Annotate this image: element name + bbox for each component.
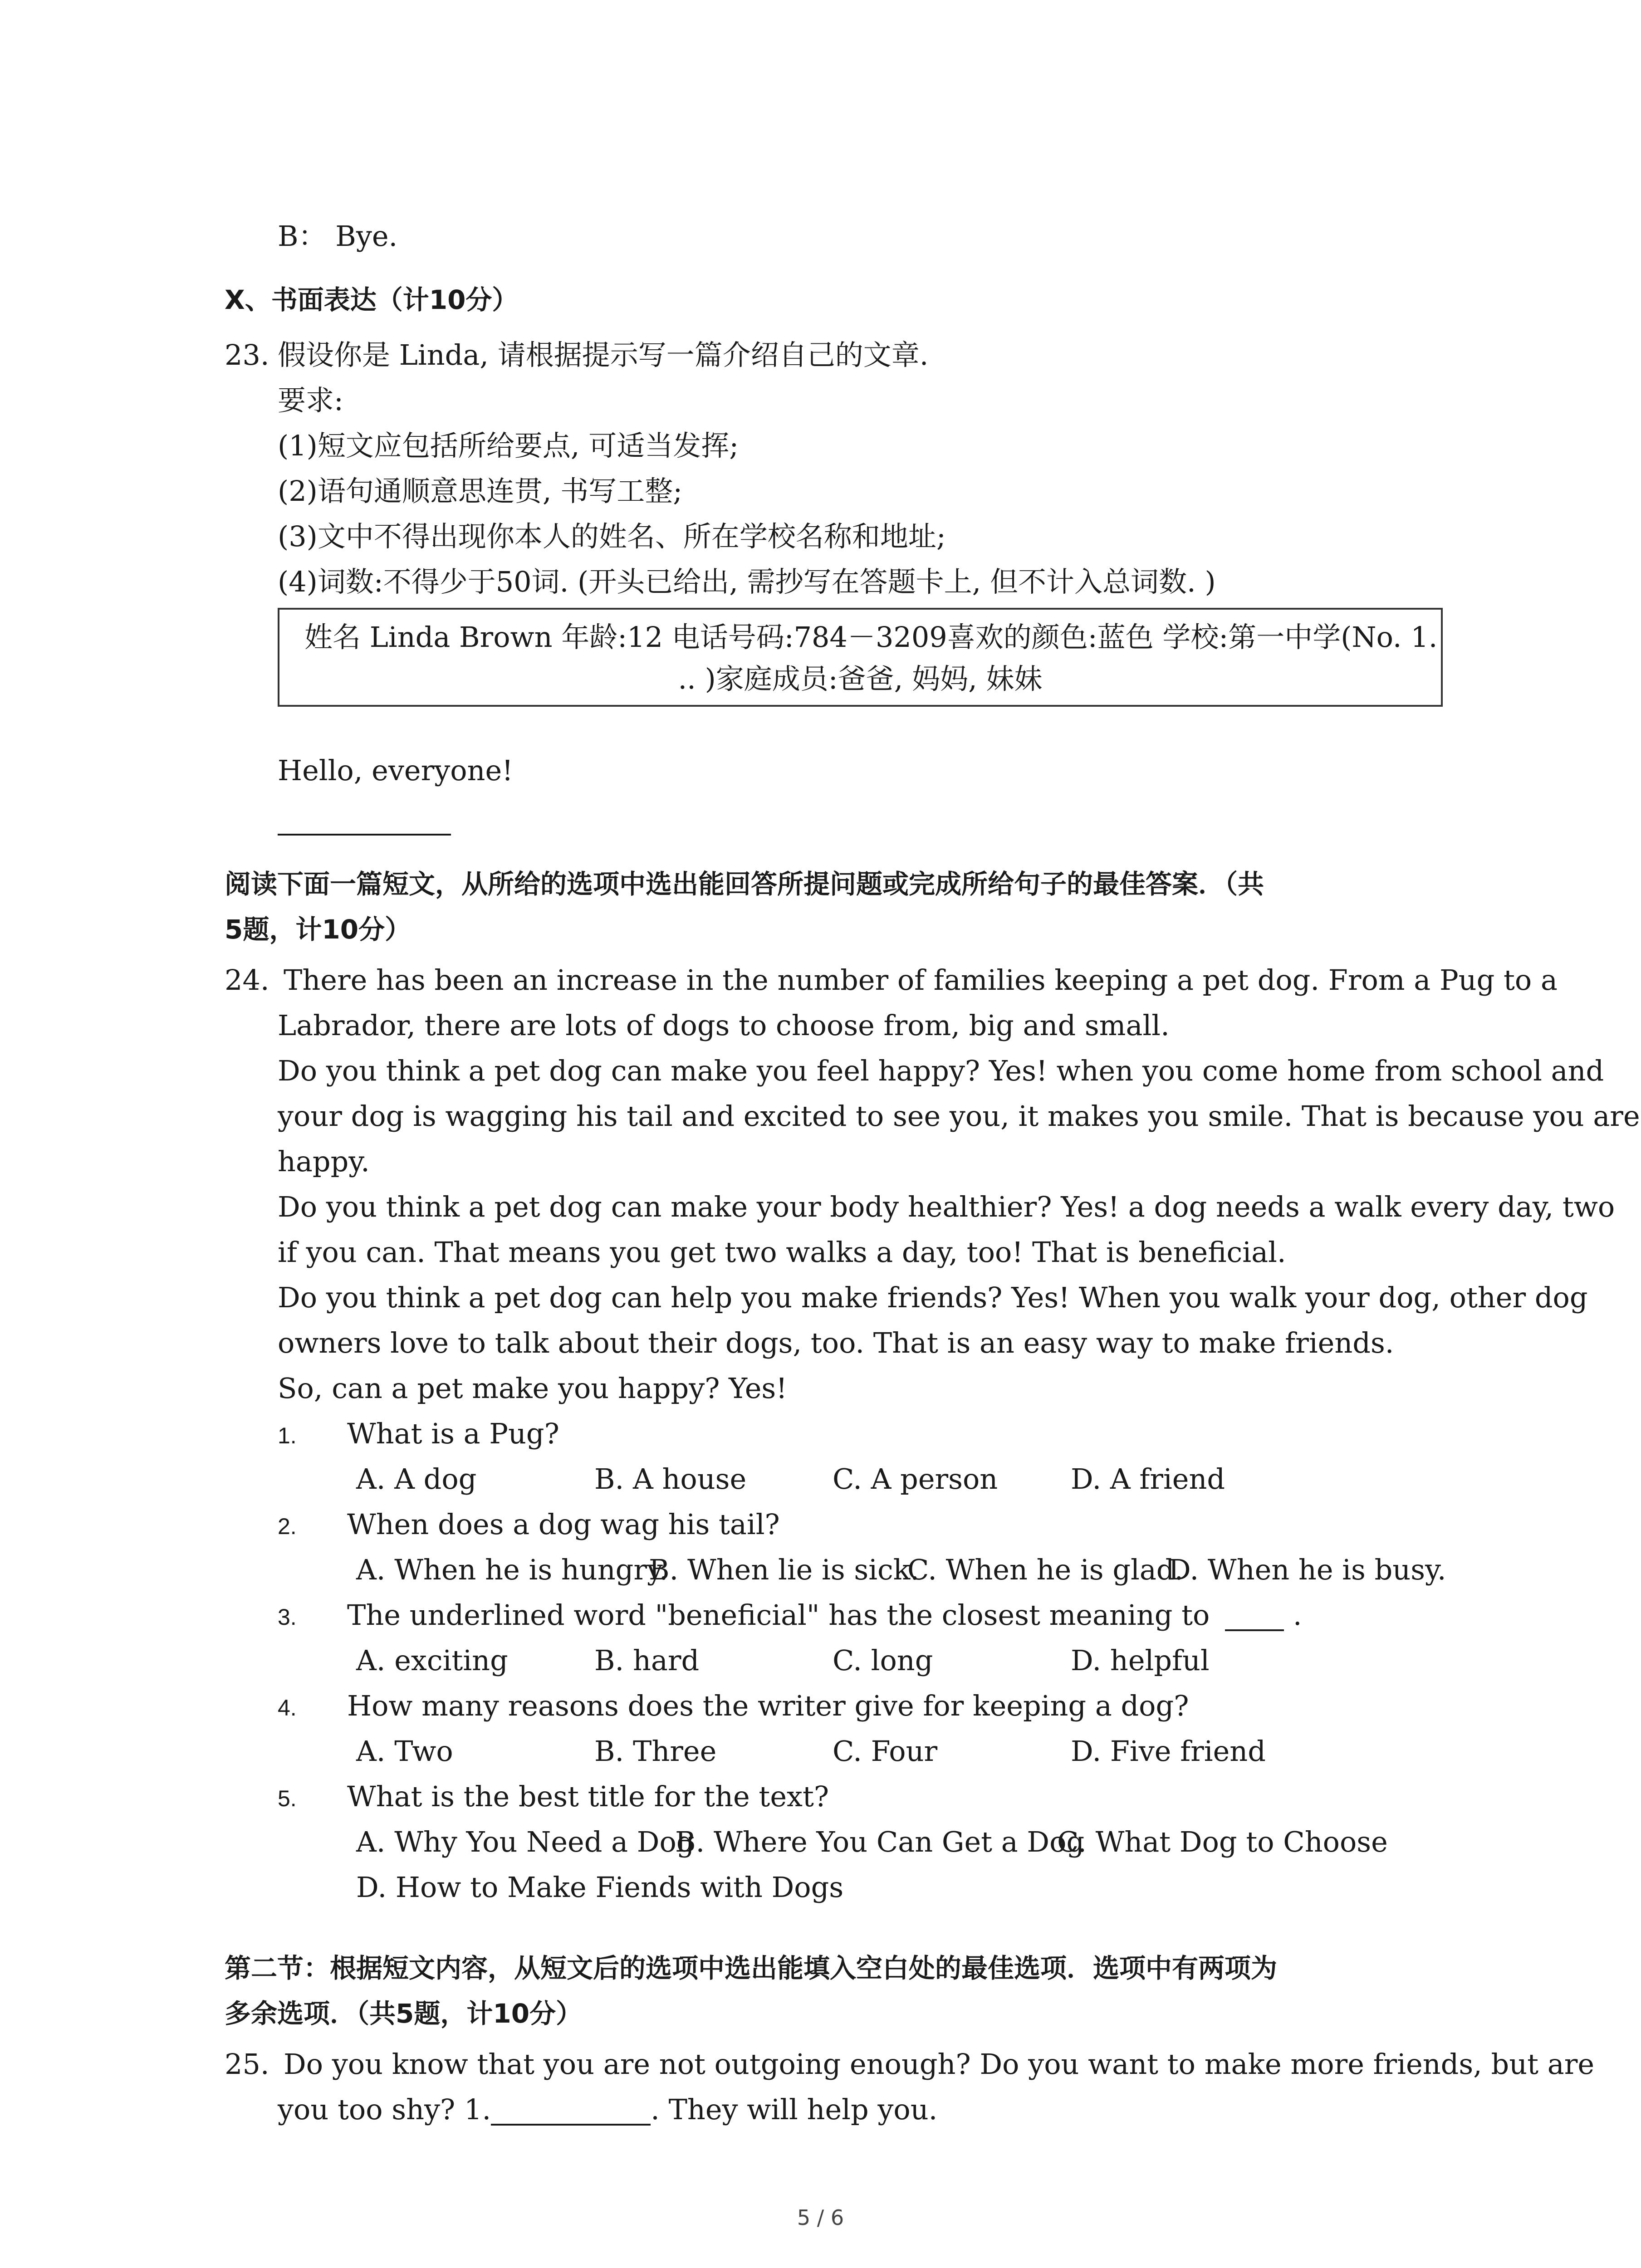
section-heading-reading: 阅读下面一篇短文，从所给的选项中选出能回答所提问题或完成所给句子的最佳答案．（共 — [225, 869, 1264, 899]
passage-line: Do you think a pet dog can make you feel happy? Yes! when you come home from school and — [278, 1054, 1604, 1087]
passage-line — [278, 2093, 938, 2126]
option-a[interactable]: A. When he is hungry. — [356, 1553, 668, 1586]
requirement-item: (1)短文应包括所给要点, 可适当发挥; — [278, 429, 739, 462]
option-c[interactable]: C. What Dog to Choose — [1057, 1825, 1388, 1858]
answer-blank — [1225, 1601, 1284, 1631]
section-heading-cloze-cont: 多余选项．（共5题，计10分） — [225, 1998, 583, 2029]
option-c[interactable]: C. Four — [833, 1735, 938, 1768]
section-heading-writing: X、书面表达（计10分） — [225, 284, 519, 315]
passage-text: . They will help you. — [651, 2093, 938, 2126]
info-box-line: 姓名 Linda Brown 年龄:12 电话号码:784－3209喜欢的颜色:蓝色 学校:第一中学(No. 1. — [304, 621, 1438, 654]
option-b[interactable]: B. Where You Can Get a Dog — [675, 1825, 1085, 1858]
option-a[interactable]: A. Why You Need a Dog — [356, 1825, 695, 1858]
info-box-line: .. )家庭成员:爸爸, 妈妈, 妹妹 — [678, 662, 1043, 695]
requirements-label: 要求: — [278, 384, 343, 417]
passage-line: if you can. That means you get two walks a day, too! That is beneficial. — [278, 1236, 1286, 1269]
option-d[interactable]: D. helpful — [1071, 1644, 1210, 1677]
passage-line: your dog is wagging his tail and excited to see you, it makes you smile. That is because you are — [278, 1100, 1640, 1133]
page-number: 5 / 6 — [797, 2205, 844, 2230]
passage-line: happy. — [278, 1145, 370, 1178]
question-number: 23. — [225, 338, 269, 371]
subquestion-stem-text: The underlined word "beneficial" has the closest meaning to — [347, 1598, 1210, 1632]
option-b[interactable]: B. hard — [594, 1644, 700, 1677]
option-d[interactable]: D. A friend — [1071, 1462, 1225, 1496]
option-a[interactable]: A. A dog — [356, 1462, 477, 1496]
question-number: 24. — [225, 963, 269, 997]
option-b[interactable]: B. Three — [594, 1735, 717, 1768]
option-c[interactable]: C. long — [833, 1644, 933, 1677]
subquestion-stem: What is the best title for the text? — [347, 1780, 829, 1813]
requirement-item: (2)语句通顺意思连贯, 书写工整; — [278, 474, 683, 508]
option-d[interactable]: D. When he is busy. — [1168, 1553, 1446, 1586]
subquestion-stem — [347, 1598, 1302, 1632]
passage-line: There has been an increase in the number of families keeping a pet dog. From a Pug to a — [284, 963, 1558, 997]
option-c[interactable]: C. A person — [833, 1462, 998, 1496]
answer-blank — [491, 2096, 651, 2126]
requirement-item: (3)文中不得出现你本人的姓名、所在学校名称和地址; — [278, 520, 946, 553]
question-number: 25. — [225, 2048, 269, 2081]
option-b[interactable]: B. When lie is sick. — [649, 1553, 920, 1586]
section-heading-cloze: 第二节：根据短文内容，从短文后的选项中选出能填入空白处的最佳选项．选项中有两项为 — [225, 1953, 1278, 1984]
option-d[interactable]: D. Five friend — [1071, 1735, 1266, 1768]
passage-line: Do you think a pet dog can help you make friends? Yes! When you walk your dog, other dog — [278, 1281, 1588, 1314]
answer-blank — [278, 834, 451, 836]
option-a[interactable]: A. exciting — [356, 1644, 508, 1677]
passage-line: So, can a pet make you happy? Yes! — [278, 1372, 788, 1405]
passage-line: Labrador, there are lots of dogs to choose from, big and small. — [278, 1009, 1170, 1042]
option-d[interactable]: D. How to Make Fiends with Dogs — [356, 1871, 844, 1904]
subquestion-number: 5. — [278, 1786, 297, 1811]
option-c[interactable]: C. When he is glad. — [907, 1553, 1184, 1586]
passage-text: you too shy? 1. — [278, 2093, 491, 2126]
essay-opening: Hello, everyone! — [278, 754, 514, 787]
subquestion-number: 2. — [278, 1514, 297, 1539]
option-b[interactable]: B. A house — [594, 1462, 747, 1496]
passage-line: Do you know that you are not outgoing enough? Do you want to make more friends, but are — [284, 2048, 1595, 2081]
subquestion-number: 4. — [278, 1695, 297, 1721]
question-prompt: 假设你是 Linda, 请根据提示写一篇介绍自己的文章. — [278, 338, 929, 371]
section-heading-reading-cont: 5题，计10分） — [225, 914, 411, 945]
info-box — [278, 608, 1443, 707]
requirement-item: (4)词数:不得少于50词. (开头已给出, 需抄写在答题卡上, 但不计入总词数. ) — [278, 565, 1216, 598]
subquestion-stem-end: . — [1293, 1598, 1302, 1632]
passage-line: owners love to talk about their dogs, too. That is an easy way to make friends. — [278, 1326, 1394, 1359]
subquestion-stem: When does a dog wag his tail? — [347, 1508, 780, 1541]
subquestion-number: 3. — [278, 1604, 297, 1630]
option-a[interactable]: A. Two — [356, 1735, 453, 1768]
passage-line: Do you think a pet dog can make your body healthier? Yes! a dog needs a walk every day, two — [278, 1190, 1615, 1223]
subquestion-stem: What is a Pug? — [347, 1417, 559, 1450]
subquestion-number: 1. — [278, 1423, 297, 1448]
subquestion-stem: How many reasons does the writer give for keeping a dog? — [347, 1689, 1189, 1722]
dialogue-line: B： Bye. — [278, 220, 398, 253]
